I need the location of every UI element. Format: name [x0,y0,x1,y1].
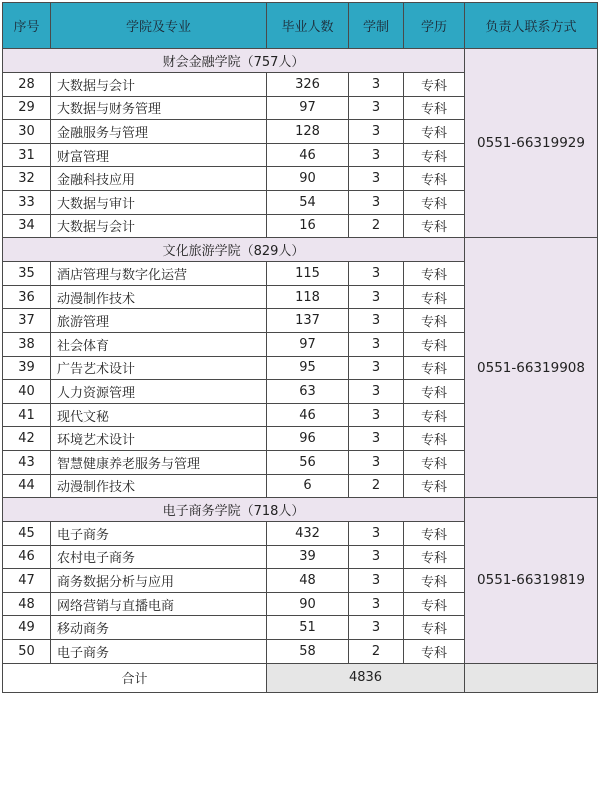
total-value: 4836 [267,663,465,692]
cell-index: 36 [3,285,51,309]
cell-duration: 3 [349,380,404,404]
cell-degree: 专科 [404,167,465,191]
cell-duration: 3 [349,190,404,214]
section-header-row [3,238,598,262]
cell-graduates: 63 [267,380,349,404]
cell-graduates: 96 [267,427,349,451]
cell-index: 42 [3,427,51,451]
cell-major: 大数据与会计 [51,73,267,97]
cell-degree: 专科 [404,190,465,214]
cell-index: 43 [3,450,51,474]
cell-degree: 专科 [404,640,465,664]
cell-index: 40 [3,380,51,404]
cell-duration: 3 [349,73,404,97]
cell-major: 酒店管理与数字化运营 [51,262,267,286]
cell-index: 35 [3,262,51,286]
cell-degree: 专科 [404,545,465,569]
cell-graduates: 95 [267,356,349,380]
cell-graduates: 48 [267,569,349,593]
cell-index: 32 [3,167,51,191]
cell-graduates: 137 [267,309,349,333]
cell-graduates: 432 [267,522,349,546]
cell-major: 大数据与会计 [51,214,267,238]
cell-duration: 3 [349,427,404,451]
cell-index: 34 [3,214,51,238]
cell-degree: 专科 [404,474,465,498]
cell-duration: 3 [349,332,404,356]
cell-duration: 3 [349,120,404,144]
cell-major: 移动商务 [51,616,267,640]
cell-major: 智慧健康养老服务与管理 [51,450,267,474]
header-degree: 学历 [404,3,465,49]
cell-index: 50 [3,640,51,664]
cell-degree: 专科 [404,380,465,404]
cell-graduates: 16 [267,214,349,238]
contact-phone: 0551-66319929 [465,49,598,238]
cell-degree: 专科 [404,356,465,380]
cell-index: 29 [3,96,51,120]
cell-index: 48 [3,592,51,616]
cell-duration: 3 [349,616,404,640]
cell-graduates: 128 [267,120,349,144]
cell-index: 41 [3,403,51,427]
cell-index: 38 [3,332,51,356]
cell-degree: 专科 [404,522,465,546]
cell-duration: 3 [349,522,404,546]
cell-major: 环境艺术设计 [51,427,267,451]
cell-duration: 3 [349,403,404,427]
header-row [3,3,598,49]
cell-duration: 3 [349,167,404,191]
cell-index: 44 [3,474,51,498]
cell-index: 47 [3,569,51,593]
cell-major: 人力资源管理 [51,380,267,404]
cell-major: 金融服务与管理 [51,120,267,144]
total-label: 合计 [3,663,267,692]
cell-degree: 专科 [404,450,465,474]
cell-duration: 3 [349,356,404,380]
cell-duration: 2 [349,214,404,238]
table-body [3,49,598,693]
cell-degree: 专科 [404,427,465,451]
cell-major: 金融科技应用 [51,167,267,191]
cell-duration: 3 [349,262,404,286]
total-row [3,663,598,692]
cell-major: 电子商务 [51,640,267,664]
cell-index: 31 [3,143,51,167]
cell-degree: 专科 [404,262,465,286]
cell-major: 大数据与财务管理 [51,96,267,120]
cell-duration: 3 [349,450,404,474]
cell-major: 商务数据分析与应用 [51,569,267,593]
cell-graduates: 39 [267,545,349,569]
graduates-table [2,2,598,693]
cell-graduates: 58 [267,640,349,664]
cell-index: 46 [3,545,51,569]
cell-degree: 专科 [404,569,465,593]
cell-degree: 专科 [404,214,465,238]
cell-duration: 3 [349,96,404,120]
cell-major: 网络营销与直播电商 [51,592,267,616]
cell-duration: 3 [349,309,404,333]
cell-index: 39 [3,356,51,380]
cell-graduates: 46 [267,143,349,167]
section-title: 文化旅游学院（829人） [3,238,465,262]
cell-major: 动漫制作技术 [51,285,267,309]
cell-major: 电子商务 [51,522,267,546]
cell-index: 30 [3,120,51,144]
cell-degree: 专科 [404,73,465,97]
cell-major: 农村电子商务 [51,545,267,569]
cell-graduates: 97 [267,96,349,120]
cell-graduates: 46 [267,403,349,427]
cell-duration: 3 [349,143,404,167]
cell-graduates: 54 [267,190,349,214]
cell-degree: 专科 [404,403,465,427]
cell-major: 大数据与审计 [51,190,267,214]
cell-duration: 2 [349,640,404,664]
cell-major: 广告艺术设计 [51,356,267,380]
header-major: 学院及专业 [51,3,267,49]
header-graduates: 毕业人数 [267,3,349,49]
cell-degree: 专科 [404,120,465,144]
cell-graduates: 118 [267,285,349,309]
cell-degree: 专科 [404,592,465,616]
cell-graduates: 90 [267,592,349,616]
cell-major: 财富管理 [51,143,267,167]
cell-graduates: 90 [267,167,349,191]
header-index: 序号 [3,3,51,49]
cell-graduates: 115 [267,262,349,286]
cell-degree: 专科 [404,285,465,309]
cell-major: 动漫制作技术 [51,474,267,498]
header-contact: 负责人联系方式 [465,3,598,49]
cell-major: 旅游管理 [51,309,267,333]
cell-degree: 专科 [404,332,465,356]
cell-duration: 3 [349,545,404,569]
cell-index: 37 [3,309,51,333]
cell-graduates: 6 [267,474,349,498]
cell-duration: 2 [349,474,404,498]
total-empty-cell [465,663,598,692]
cell-major: 社会体育 [51,332,267,356]
contact-phone: 0551-66319819 [465,498,598,664]
cell-duration: 3 [349,285,404,309]
cell-degree: 专科 [404,143,465,167]
cell-degree: 专科 [404,96,465,120]
section-title: 财会金融学院（757人） [3,49,465,73]
cell-index: 28 [3,73,51,97]
cell-duration: 3 [349,592,404,616]
cell-degree: 专科 [404,309,465,333]
cell-graduates: 56 [267,450,349,474]
cell-degree: 专科 [404,616,465,640]
cell-index: 45 [3,522,51,546]
cell-major: 现代文秘 [51,403,267,427]
section-title: 电子商务学院（718人） [3,498,465,522]
header-duration: 学制 [349,3,404,49]
cell-graduates: 97 [267,332,349,356]
cell-duration: 3 [349,569,404,593]
cell-graduates: 326 [267,73,349,97]
contact-phone: 0551-66319908 [465,238,598,498]
cell-index: 33 [3,190,51,214]
section-header-row [3,498,598,522]
section-header-row [3,49,598,73]
cell-index: 49 [3,616,51,640]
cell-graduates: 51 [267,616,349,640]
